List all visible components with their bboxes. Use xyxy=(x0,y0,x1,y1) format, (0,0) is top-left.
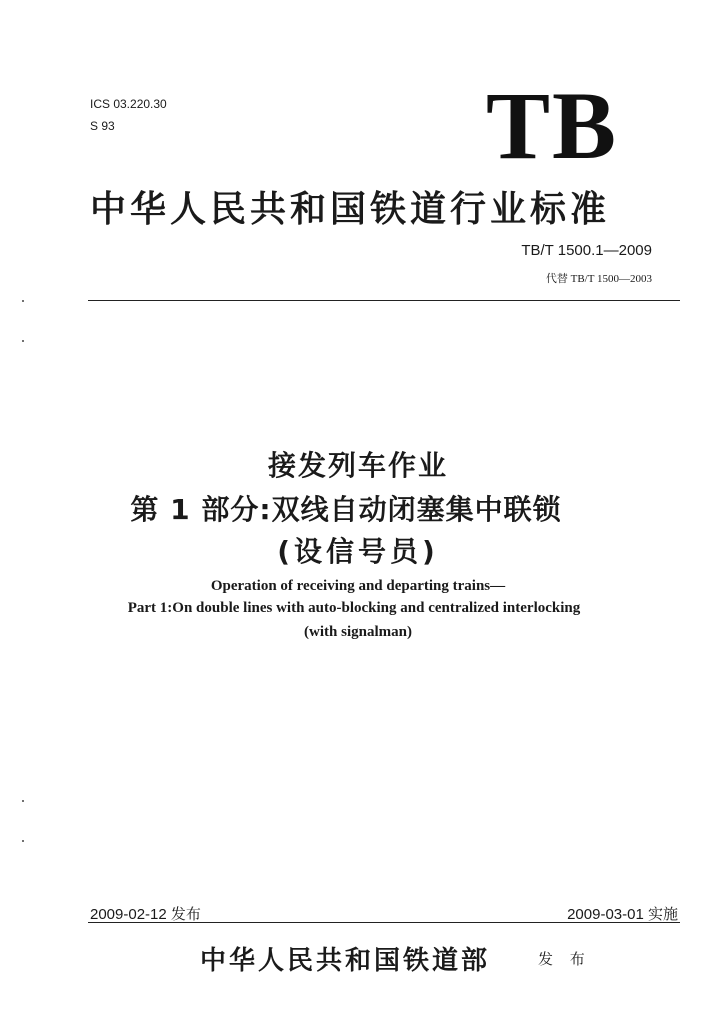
scan-speck xyxy=(22,300,24,302)
standard-number: TB/T 1500.1—2009 xyxy=(521,242,652,259)
title-en-line-2: Part 1:On double lines with auto-blocking and centralized interlocking xyxy=(127,600,581,616)
title-en-line-3: (with signalman) xyxy=(304,624,412,640)
top-divider xyxy=(88,300,680,301)
bottom-divider xyxy=(88,922,680,923)
replaces-standard: 代替 TB/T 1500—2003 xyxy=(545,273,652,285)
publish-label: 发 布 xyxy=(538,950,591,968)
ccs-code: S 93 xyxy=(90,119,115,133)
title-en-line-1: Operation of receiving and departing trains— xyxy=(210,578,506,594)
title-cn-line-2: 第 1 部分:双线自动闭塞集中联锁 xyxy=(130,493,562,526)
scan-speck xyxy=(22,800,24,802)
scan-speck xyxy=(22,840,24,842)
scan-speck xyxy=(22,340,24,342)
standard-category-title: 中华人民共和国铁道行业标准 xyxy=(90,188,611,230)
publisher-name: 中华人民共和国铁道部 xyxy=(200,946,491,976)
title-cn-line-3: (设信号员) xyxy=(277,535,439,568)
ics-code: ICS 03.220.30 xyxy=(90,97,167,111)
tb-logo: TB xyxy=(486,72,619,179)
title-cn-line-1: 接发列车作业 xyxy=(267,449,448,482)
issue-date: 2009-02-12 发布 xyxy=(90,906,201,923)
implementation-date: 2009-03-01 实施 xyxy=(567,906,678,923)
